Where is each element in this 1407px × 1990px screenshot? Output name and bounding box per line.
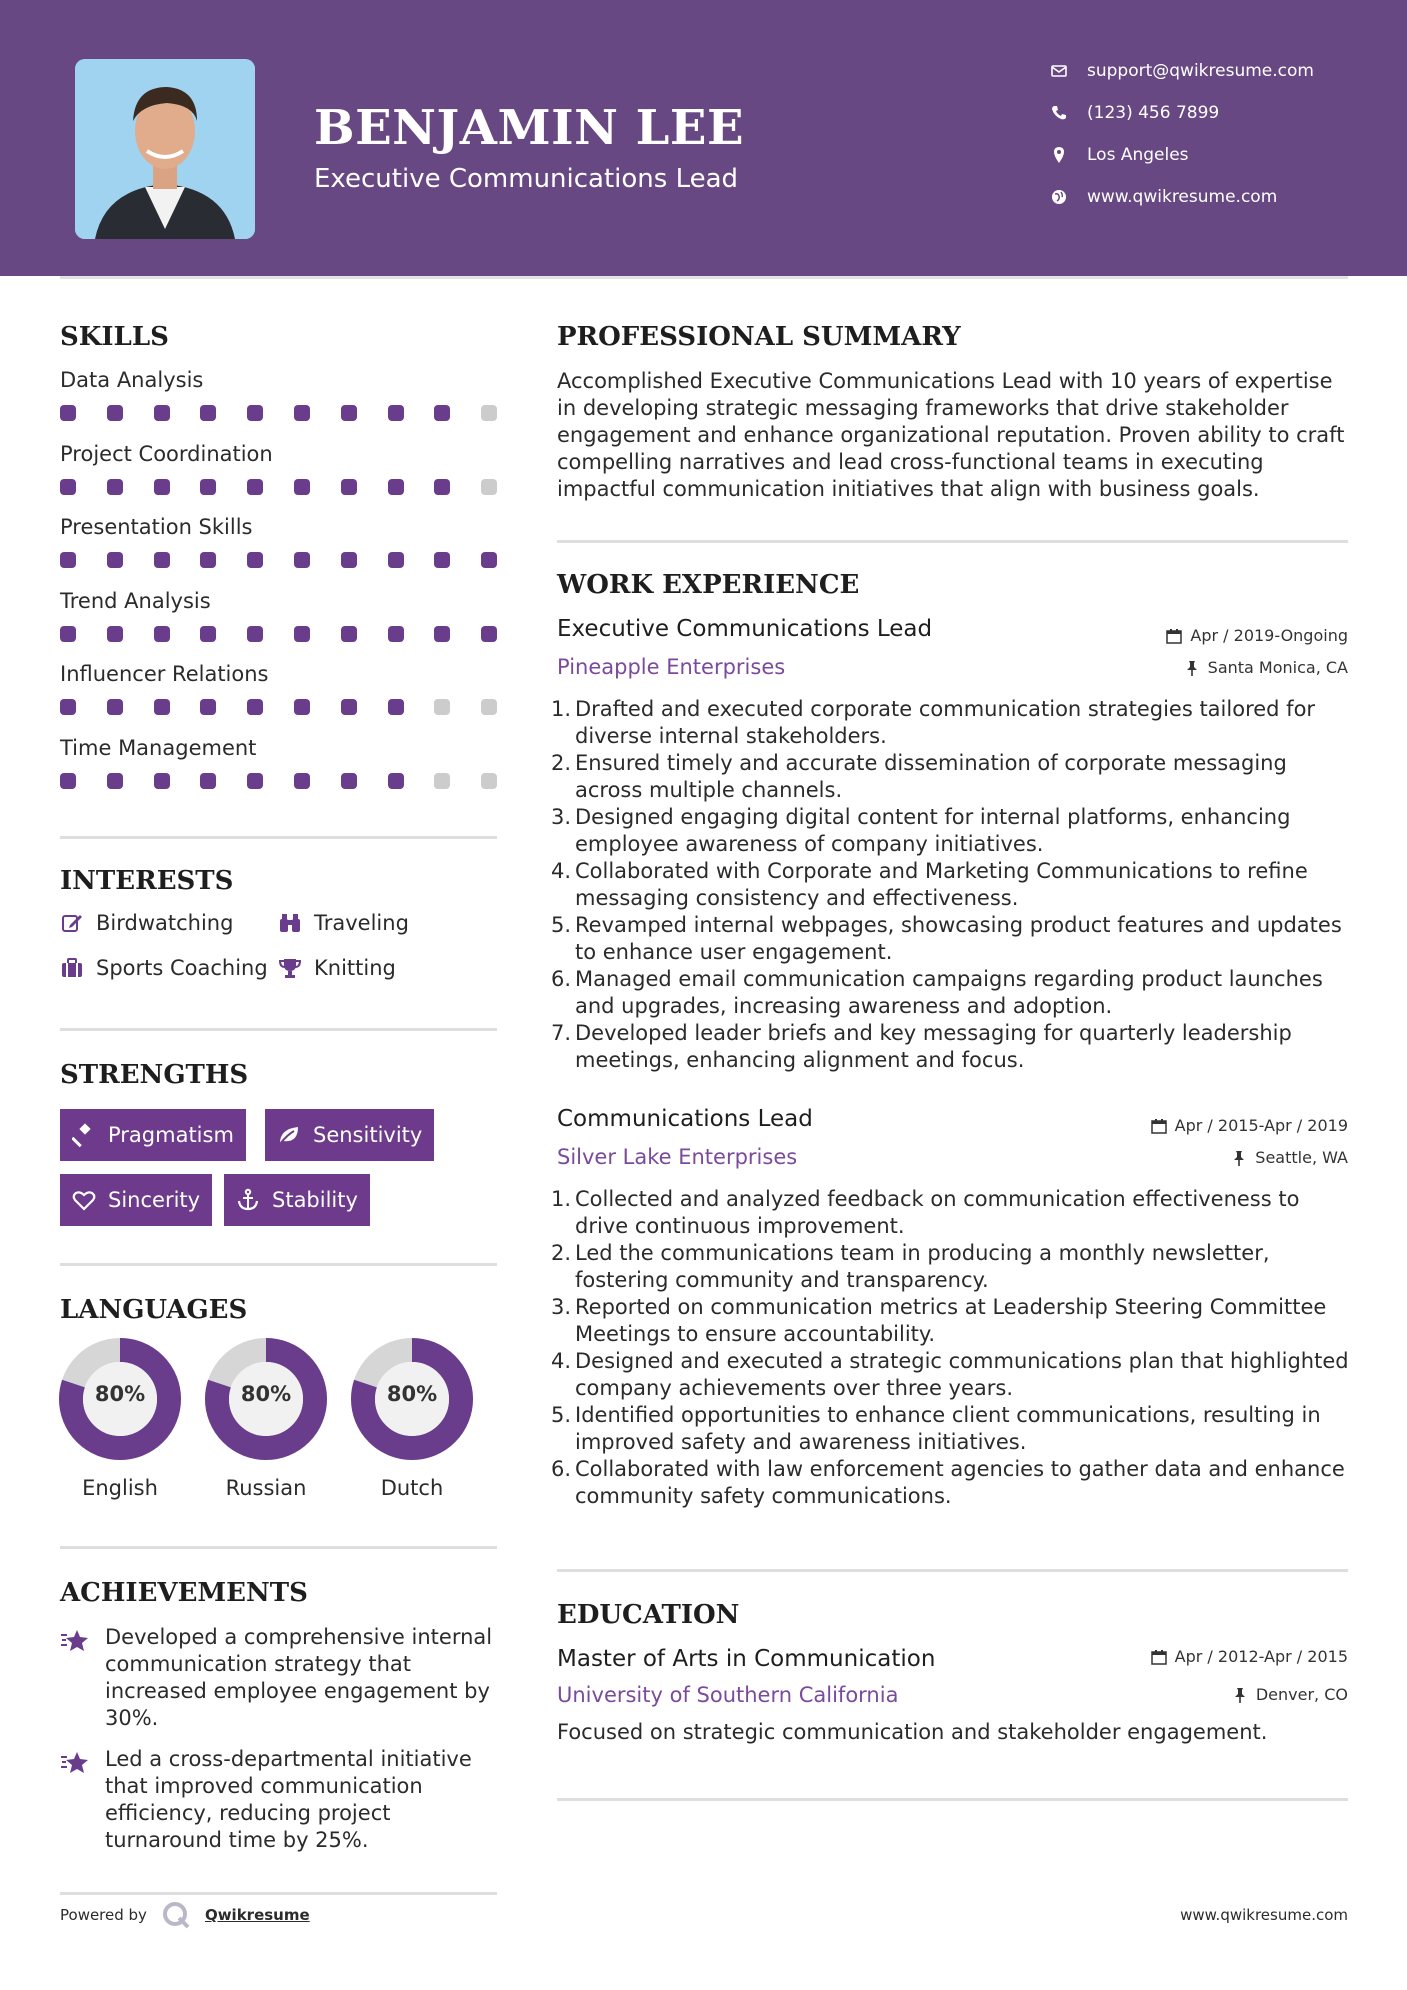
skill-rating-dot (154, 699, 170, 715)
header-divider (60, 276, 1348, 279)
calendar-icon (1151, 1649, 1167, 1665)
skill-rating-dot (481, 552, 497, 568)
skill-rating-dot (481, 699, 497, 715)
job-bullet: 1. Drafted and executed corporate communication strategies tailored for diverse internal stakeholders. (551, 697, 1316, 748)
skill-rating-dot (481, 773, 497, 789)
skill-rating-dot (154, 552, 170, 568)
skill-label: Presentation Skills (60, 515, 253, 539)
job-location (1231, 1148, 1348, 1167)
strength-tag (265, 1109, 434, 1161)
skill-rating-dot (154, 773, 170, 789)
company-name: Silver Lake Enterprises (557, 1145, 798, 1169)
job-bullets (551, 1186, 1357, 1510)
interest-label: Traveling (314, 911, 409, 935)
job-bullet: 3. Designed engaging digital content for internal platforms, enhancing employee awareness of company initiatives. (551, 805, 1291, 856)
summary-heading: PROFESSIONAL SUMMARY (557, 322, 961, 352)
section-divider (557, 1569, 1348, 1572)
job-location-text: Santa Monica, CA (1207, 658, 1348, 677)
skill-rating-dot (294, 552, 310, 568)
achievement-item (60, 1624, 500, 1732)
skill-rating-dot (341, 699, 357, 715)
skill-rating-dot (481, 626, 497, 642)
contact-email[interactable] (1050, 56, 1314, 86)
pushpin-icon (1184, 660, 1200, 676)
heart-icon (72, 1188, 96, 1212)
education-dates (1151, 1647, 1348, 1666)
skill-rating-dot (388, 405, 404, 421)
job-bullet: 6. Collaborated with law enforcement agencies to gather data and enhance community safety communications. (551, 1457, 1345, 1508)
skill-rating-dot (294, 479, 310, 495)
skill-rating-dot (247, 773, 263, 789)
language-item (205, 1338, 327, 1500)
qwikresume-link[interactable]: Qwikresume (204, 1906, 310, 1924)
contact-website-text: www.qwikresume.com (1087, 187, 1278, 207)
interest-item (60, 956, 268, 980)
skill-rating-dot (341, 405, 357, 421)
job-bullet: 1. Collected and analyzed feedback on communication effectiveness to drive continuous improvement. (551, 1187, 1300, 1238)
job-bullet: 7. Developed leader briefs and key messaging for quarterly leadership meetings, enhancing alignment and focus. (551, 1021, 1292, 1072)
skill-rating-dot (154, 405, 170, 421)
job-bullets (551, 696, 1357, 1074)
education-location-text: Denver, CO (1255, 1685, 1348, 1704)
section-divider (60, 1028, 497, 1031)
candidate-name: BENJAMIN LEE (314, 100, 745, 156)
interest-label: Sports Coaching (96, 956, 268, 980)
achievement-item (60, 1746, 500, 1854)
qwikresume-logo-icon (161, 1900, 191, 1930)
job-title: Executive Communications Lead (557, 616, 933, 642)
language-item (351, 1338, 473, 1500)
profile-photo (75, 59, 255, 239)
skill-rating-dot (341, 479, 357, 495)
interest-label: Knitting (314, 956, 396, 980)
strength-tag (224, 1174, 370, 1226)
anchor-icon (236, 1188, 260, 1212)
skill-label: Time Management (60, 735, 257, 760)
job-dates-text: Apr / 2015-Apr / 2019 (1174, 1116, 1348, 1135)
school-name: University of Southern California (557, 1683, 899, 1707)
skill-rating-dot (388, 626, 404, 642)
globe-icon (1050, 188, 1068, 206)
contact-website[interactable] (1050, 182, 1278, 212)
skill-rating-dot (200, 699, 216, 715)
skill-rating-dot (154, 479, 170, 495)
skill-rating-dot (247, 699, 263, 715)
education-heading: EDUCATION (557, 1600, 740, 1630)
calendar-icon (1151, 1118, 1167, 1134)
skill-rating-dot (60, 552, 76, 568)
interest-item (60, 911, 233, 935)
section-divider (557, 540, 1348, 543)
section-divider (60, 1263, 497, 1266)
skill-rating-dot (60, 626, 76, 642)
achievement-text: Led a cross-departmental initiative that improved communication efficiency, reducing project turnaround time by 25%. (105, 1747, 472, 1852)
gavel-icon (72, 1123, 96, 1147)
strengths-heading: STRENGTHS (60, 1060, 249, 1090)
achievements-heading: ACHIEVEMENTS (60, 1578, 308, 1608)
skill-rating-dot (247, 479, 263, 495)
skill-rating-dot (388, 552, 404, 568)
job-location (1184, 658, 1348, 677)
skill-rating-dot (434, 699, 450, 715)
skill-rating-dot (294, 699, 310, 715)
powered-by (60, 1900, 310, 1930)
skill-rating-dot (107, 699, 123, 715)
powered-by-label: Powered by (60, 1906, 147, 1924)
job-bullet: 4. Collaborated with Corporate and Marketing Communications to refine messaging consistency and effectiveness. (551, 859, 1308, 910)
company-name: Pineapple Enterprises (557, 655, 786, 679)
phone-icon (1050, 104, 1068, 122)
language-percent: 80% (94, 1382, 146, 1406)
job-bullet: 2. Ensured timely and accurate dissemination of corporate messaging across multiple channels. (551, 751, 1287, 802)
interest-item (278, 911, 409, 935)
skill-rating-dot (434, 626, 450, 642)
skill-rating-dot (388, 699, 404, 715)
skill-rating-dot (341, 773, 357, 789)
skill-rating-dot (107, 773, 123, 789)
job-bullet: 5. Identified opportunities to enhance client communications, resulting in improved safety and awareness initiatives. (551, 1403, 1321, 1454)
skill-rating-dot (481, 405, 497, 421)
skill-rating-dot (60, 405, 76, 421)
pushpin-icon (1232, 1687, 1248, 1703)
skill-rating-dot (60, 773, 76, 789)
strength-label: Sincerity (108, 1188, 201, 1212)
language-percent: 80% (240, 1382, 292, 1406)
language-name: English (82, 1476, 158, 1500)
resume-header (0, 0, 1407, 276)
contact-phone[interactable] (1050, 98, 1220, 128)
job-bullet: 4. Designed and executed a strategic communications plan that highlighted company achievements over three years. (551, 1349, 1349, 1400)
skill-rating-dot (481, 479, 497, 495)
contact-email-text: support@qwikresume.com (1087, 61, 1314, 81)
job-bullet: 2. Led the communications team in producing a monthly newsletter, fostering community and transparency. (551, 1241, 1270, 1292)
language-item (59, 1338, 181, 1500)
interests-heading: INTERESTS (60, 866, 234, 896)
skill-rating-dot (341, 552, 357, 568)
strength-tag (60, 1109, 246, 1161)
skill-label: Trend Analysis (60, 588, 211, 613)
skill-label: Data Analysis (60, 368, 204, 392)
skill-rating-dot (247, 405, 263, 421)
leaf-icon (277, 1123, 301, 1147)
skill-rating-dot (388, 479, 404, 495)
job-title: Communications Lead (557, 1106, 813, 1132)
section-divider (60, 1892, 497, 1895)
skill-label: Project Coordination (60, 441, 273, 466)
skill-rating-dot (294, 626, 310, 642)
star-award-icon (60, 1626, 90, 1656)
skill-rating-dot (107, 405, 123, 421)
footer-website[interactable]: www.qwikresume.com (1180, 1906, 1348, 1924)
skill-rating-dot (200, 552, 216, 568)
skill-rating-dot (247, 626, 263, 642)
skill-rating-dot (107, 626, 123, 642)
section-divider (60, 836, 497, 839)
pushpin-icon (1231, 1150, 1247, 1166)
experience-heading: WORK EXPERIENCE (557, 570, 860, 600)
candidate-role: Executive Communications Lead (314, 164, 739, 194)
edit-icon (60, 911, 84, 935)
skill-rating-dot (434, 552, 450, 568)
interest-label: Birdwatching (96, 911, 234, 935)
skill-rating-dot (388, 773, 404, 789)
skill-rating-dot (341, 626, 357, 642)
skill-rating-dot (107, 552, 123, 568)
achievement-text: Developed a comprehensive internal communication strategy that increased employee engagement by 30%. (105, 1625, 493, 1730)
contact-phone-text: (123) 456 7899 (1087, 103, 1220, 123)
skill-rating-dot (294, 773, 310, 789)
strength-tag (60, 1174, 212, 1226)
skill-rating-dot (247, 552, 263, 568)
education-location (1232, 1685, 1348, 1704)
mail-icon (1050, 62, 1068, 80)
education-dates-text: Apr / 2012-Apr / 2015 (1174, 1647, 1348, 1666)
strength-label: Sensitivity (313, 1123, 423, 1147)
contact-location (1050, 140, 1189, 170)
section-divider (557, 1798, 1348, 1801)
job-bullet: 6. Managed email communication campaigns regarding product launches and upgrades, increasing awareness and adoption. (551, 967, 1323, 1018)
skill-rating-dot (200, 479, 216, 495)
trophy-icon (278, 956, 302, 980)
job-dates-text: Apr / 2019-Ongoing (1190, 626, 1348, 645)
job-bullet: 5. Revamped internal webpages, showcasing product features and updates to enhance user engagement. (551, 913, 1342, 964)
binoculars-icon (278, 911, 302, 935)
skill-rating-dot (60, 479, 76, 495)
location-pin-icon (1050, 146, 1068, 164)
skill-rating-dot (434, 405, 450, 421)
skill-rating-dot (200, 626, 216, 642)
skills-heading: SKILLS (60, 322, 169, 352)
job-location-text: Seattle, WA (1255, 1148, 1348, 1167)
skill-rating-dot (107, 479, 123, 495)
star-award-icon (60, 1748, 90, 1778)
skill-label: Influencer Relations (60, 662, 269, 686)
skill-rating-dot (200, 773, 216, 789)
degree-title: Master of Arts in Communication (557, 1646, 936, 1672)
job-bullet: 3. Reported on communication metrics at Leadership Steering Committee Meetings to ensure accountability. (551, 1295, 1327, 1346)
interest-item (278, 956, 396, 980)
job-dates (1166, 626, 1348, 645)
summary-text: Accomplished Executive Communications Lead with 10 years of expertise in developing strategic messaging frameworks that drive stakeholder engagement and enhance organizational reputation. Proven ability to craft compelling narratives and lead cross-functional teams in executing impactful communication initiatives that align with business goals. (557, 369, 1345, 501)
skill-rating-dot (294, 405, 310, 421)
language-name: Dutch (380, 1476, 444, 1500)
languages-heading: LANGUAGES (60, 1295, 248, 1325)
skill-rating-dot (434, 773, 450, 789)
education-description: Focused on strategic communication and stakeholder engagement. (557, 1720, 1268, 1744)
language-name: Russian (225, 1476, 307, 1500)
job-dates (1151, 1116, 1348, 1135)
section-divider (60, 1546, 497, 1549)
language-percent: 80% (386, 1382, 438, 1406)
calendar-icon (1166, 628, 1182, 644)
contact-location-text: Los Angeles (1087, 145, 1189, 165)
skill-rating-dot (60, 699, 76, 715)
skill-rating-dot (200, 405, 216, 421)
briefcase-icon (60, 956, 84, 980)
strength-label: Stability (272, 1188, 358, 1212)
skill-rating-dot (434, 479, 450, 495)
skill-rating-dot (154, 626, 170, 642)
strength-label: Pragmatism (108, 1123, 234, 1147)
